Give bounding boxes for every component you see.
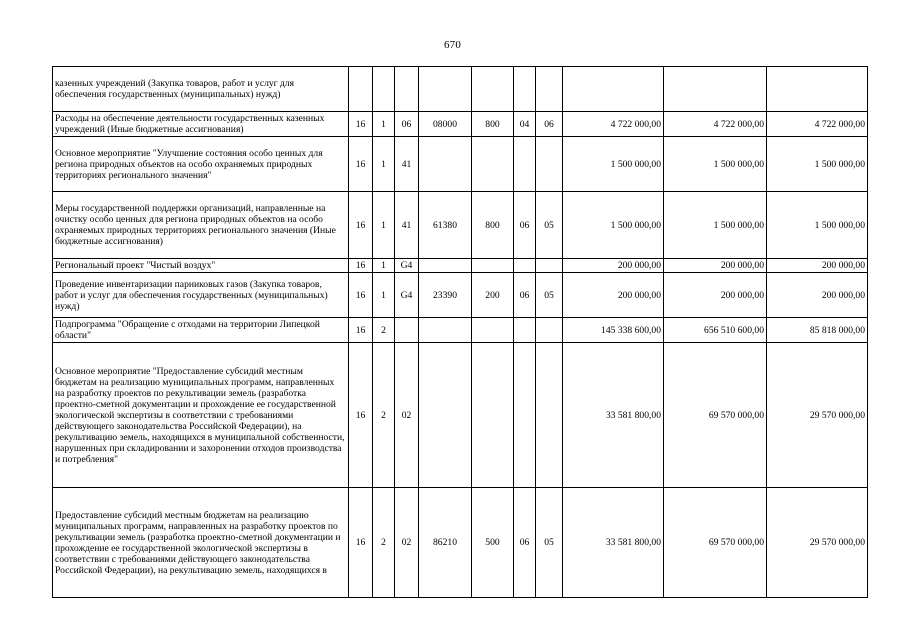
code-subprogram: 1 [373, 273, 395, 318]
amount-year-3: 4 722 000,00 [767, 112, 868, 137]
code-activity: G4 [395, 259, 419, 273]
row-name: Проведение инвентаризации парниковых газов (Закупка товаров, работ и услуг для обеспечения государственных (муниципальных) нужд) [53, 273, 349, 318]
code-direction: 08000 [419, 112, 472, 137]
code-expense-type: 200 [472, 273, 514, 318]
code-subprogram: 1 [373, 137, 395, 192]
amount-year-1: 200 000,00 [563, 273, 664, 318]
row-name: Основное мероприятие "Предоставление субсидий местным бюджетам на реализацию муниципальных программ, направленных на разработку проектов по рекультивации земель (разработка проектно-сметной документации и прохождение ее государственной экологической экспертизы в соответствии с требованиями действующего законодательства Российской Федерации), на рекультивацию земель, находящихся в муниципальной собственности, нарушенных при складировании и захоронении отходов производства и потребления" [53, 343, 349, 488]
row-name: Подпрограмма "Обращение с отходами на территории Липецкой области" [53, 318, 349, 343]
code-activity: 41 [395, 137, 419, 192]
code-ministry: 16 [349, 259, 373, 273]
amount-year-2: 69 570 000,00 [664, 343, 767, 488]
table-body [53, 67, 868, 598]
code-subsection: 05 [536, 488, 563, 598]
code-ministry: 16 [349, 273, 373, 318]
code-ministry: 16 [349, 112, 373, 137]
code-ministry: 16 [349, 318, 373, 343]
amount-year-1: 33 581 800,00 [563, 343, 664, 488]
code-subsection [536, 343, 563, 488]
code-direction [419, 137, 472, 192]
code-section [514, 137, 536, 192]
code-subprogram: 1 [373, 259, 395, 273]
amount-year-3: 29 570 000,00 [767, 343, 868, 488]
amount-year-2 [664, 67, 767, 112]
amount-year-2: 1 500 000,00 [664, 137, 767, 192]
amount-year-3: 1 500 000,00 [767, 137, 868, 192]
amount-year-1 [563, 67, 664, 112]
amount-year-2: 4 722 000,00 [664, 112, 767, 137]
amount-year-3: 200 000,00 [767, 259, 868, 273]
code-section: 06 [514, 273, 536, 318]
code-direction: 61380 [419, 192, 472, 259]
amount-year-2: 200 000,00 [664, 273, 767, 318]
amount-year-2: 200 000,00 [664, 259, 767, 273]
table-row [53, 318, 868, 343]
code-ministry [349, 67, 373, 112]
code-activity: 06 [395, 112, 419, 137]
amount-year-1: 1 500 000,00 [563, 192, 664, 259]
code-expense-type: 800 [472, 112, 514, 137]
amount-year-1: 33 581 800,00 [563, 488, 664, 598]
table-row [53, 112, 868, 137]
code-direction [419, 343, 472, 488]
code-ministry: 16 [349, 343, 373, 488]
row-name: Региональный проект "Чистый воздух" [53, 259, 349, 273]
code-subsection [536, 259, 563, 273]
code-direction [419, 318, 472, 343]
code-direction: 86210 [419, 488, 472, 598]
table-row [53, 343, 868, 488]
amount-year-2: 656 510 600,00 [664, 318, 767, 343]
table-row [53, 273, 868, 318]
code-expense-type [472, 259, 514, 273]
code-direction [419, 67, 472, 112]
code-expense-type: 500 [472, 488, 514, 598]
amount-year-2: 1 500 000,00 [664, 192, 767, 259]
code-direction: 23390 [419, 273, 472, 318]
amount-year-2: 69 570 000,00 [664, 488, 767, 598]
code-activity [395, 318, 419, 343]
code-section [514, 67, 536, 112]
code-section: 04 [514, 112, 536, 137]
code-subsection: 05 [536, 192, 563, 259]
amount-year-3: 200 000,00 [767, 273, 868, 318]
page-number: 670 [443, 39, 462, 51]
amount-year-3: 29 570 000,00 [767, 488, 868, 598]
code-subprogram: 2 [373, 343, 395, 488]
amount-year-1: 200 000,00 [563, 259, 664, 273]
row-name: Основное мероприятие "Улучшение состояния особо ценных для региона природных объектов на особо охраняемых природных территориях регионального значения" [53, 137, 349, 192]
code-subprogram: 2 [373, 488, 395, 598]
code-direction [419, 259, 472, 273]
amount-year-3 [767, 67, 868, 112]
code-activity: 41 [395, 192, 419, 259]
code-expense-type [472, 137, 514, 192]
code-expense-type [472, 318, 514, 343]
table-row [53, 137, 868, 192]
amount-year-1: 145 338 600,00 [563, 318, 664, 343]
row-name: Предоставление субсидий местным бюджетам на реализацию муниципальных программ, направленных на разработку проектов по рекультивации земель (разработка проектно-сметной документации и прохождение ее государственной экологической экспертизы в соответствии с требованиями действующего законодательства Российской Федерации), на рекультивацию земель, находящихся в [53, 488, 349, 598]
amount-year-1: 4 722 000,00 [563, 112, 664, 137]
code-ministry: 16 [349, 137, 373, 192]
amount-year-3: 85 818 000,00 [767, 318, 868, 343]
code-activity [395, 67, 419, 112]
table-row [53, 67, 868, 112]
code-subprogram: 1 [373, 192, 395, 259]
code-expense-type [472, 67, 514, 112]
code-subsection: 06 [536, 112, 563, 137]
code-subprogram: 2 [373, 318, 395, 343]
code-subsection [536, 137, 563, 192]
table-row [53, 259, 868, 273]
code-expense-type: 800 [472, 192, 514, 259]
code-section [514, 259, 536, 273]
amount-year-3: 1 500 000,00 [767, 192, 868, 259]
code-subprogram: 1 [373, 112, 395, 137]
code-section: 06 [514, 488, 536, 598]
code-expense-type [472, 343, 514, 488]
row-name: Меры государственной поддержки организаций, направленные на очистку особо ценных для региона природных объектов на особо охраняемых природных территориях регионального значения (Иные бюджетные ассигнования) [53, 192, 349, 259]
code-section [514, 318, 536, 343]
code-activity: 02 [395, 343, 419, 488]
budget-table [52, 66, 868, 598]
code-subsection: 05 [536, 273, 563, 318]
code-section [514, 343, 536, 488]
code-section: 06 [514, 192, 536, 259]
code-subprogram [373, 67, 395, 112]
code-activity: 02 [395, 488, 419, 598]
code-ministry: 16 [349, 192, 373, 259]
table-row [53, 488, 868, 598]
row-name: Расходы на обеспечение деятельности государственных казенных учреждений (Иные бюджетные ассигнования) [53, 112, 349, 137]
amount-year-1: 1 500 000,00 [563, 137, 664, 192]
code-activity: G4 [395, 273, 419, 318]
code-subsection [536, 318, 563, 343]
table-row [53, 192, 868, 259]
code-ministry: 16 [349, 488, 373, 598]
code-subsection [536, 67, 563, 112]
row-name: казенных учреждений (Закупка товаров, работ и услуг для обеспечения государственных (муниципальных) нужд) [53, 67, 349, 112]
